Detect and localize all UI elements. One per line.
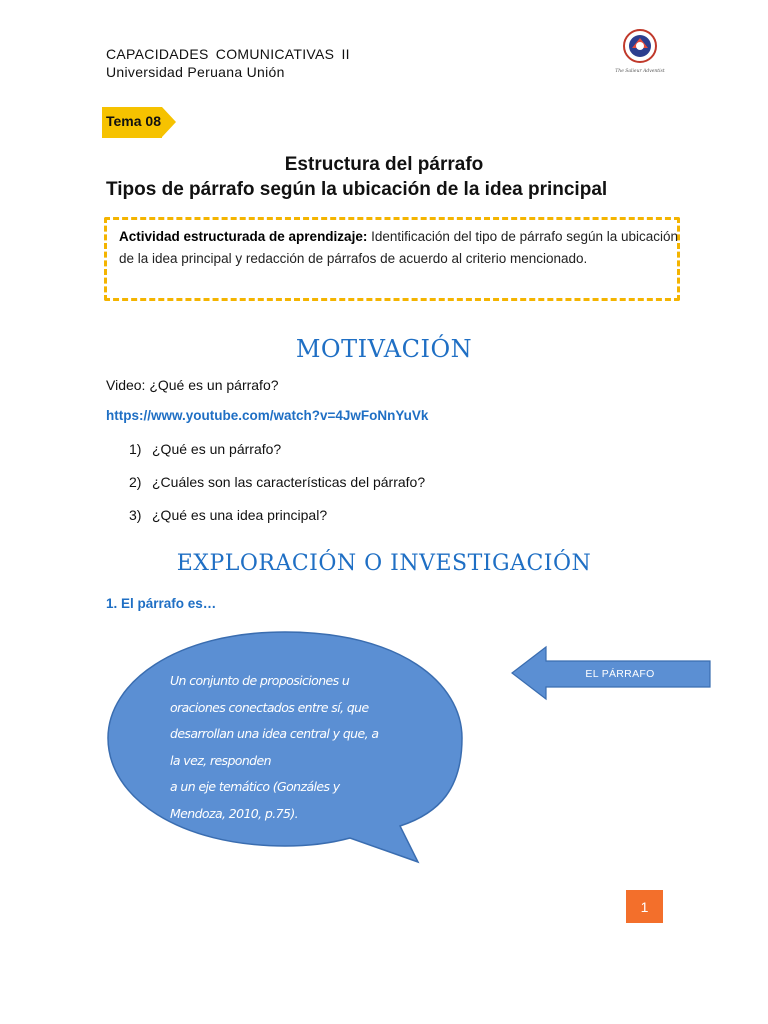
tema-label: Tema 08 [106,113,161,129]
question-item: 2) ¿Cuáles son las características del párrafo? [129,474,426,490]
bubble-text [170,668,410,827]
question-item: 3) ¿Qué es una idea principal? [129,507,328,523]
bubble-line: a un eje temático (Gonzáles y [170,779,340,794]
video-line: Video: ¿Qué es un párrafo? [106,377,279,393]
bubble-line: oraciones conectados entre sí, que [170,699,369,715]
bubble-line: desarrollan una idea central y que, a [170,726,379,741]
bubble-line: la vez, responden [170,752,271,768]
page-number: 1 [626,890,663,923]
page-title: Estructura del párrafo [284,154,484,175]
course-header: CAPACIDADES COMUNICATIVAS II [106,46,350,62]
tema-badge-arrow [162,107,176,137]
video-link[interactable]: https://www.youtube.com/watch?v=4JwFoNnYuVk [106,408,429,423]
university-header: Universidad Peruana Unión [106,64,285,80]
university-logo [614,28,666,76]
exploracion-heading: EXPLORACIÓN O INVESTIGACIÓN [176,551,592,576]
parrafo-subheading: 1. El párrafo es… [106,596,217,611]
question-item: 1) ¿Qué es un párrafo? [129,441,282,457]
motivacion-heading: MOTIVACIÓN [295,335,473,363]
page-subtitle: Tipos de párrafo según la ubicación de la idea principal [106,179,608,200]
bubble-line: Un conjunto de proposiciones u [170,673,350,688]
activity-text [119,226,679,270]
activity-description: Identificación del tipo de párrafo según la ubicación de la idea principal y redacción de párrafos de acuerdo al criterio mencionado. [119,229,679,266]
bubble-line: Mendoza, 2010, p.75). [170,805,298,821]
activity-label: Actividad estructurada de aprendizaje: [119,229,368,244]
arrow-label: EL PÁRRAFO [585,668,655,680]
logo-caption: The Salieur Adventist [615,69,665,74]
